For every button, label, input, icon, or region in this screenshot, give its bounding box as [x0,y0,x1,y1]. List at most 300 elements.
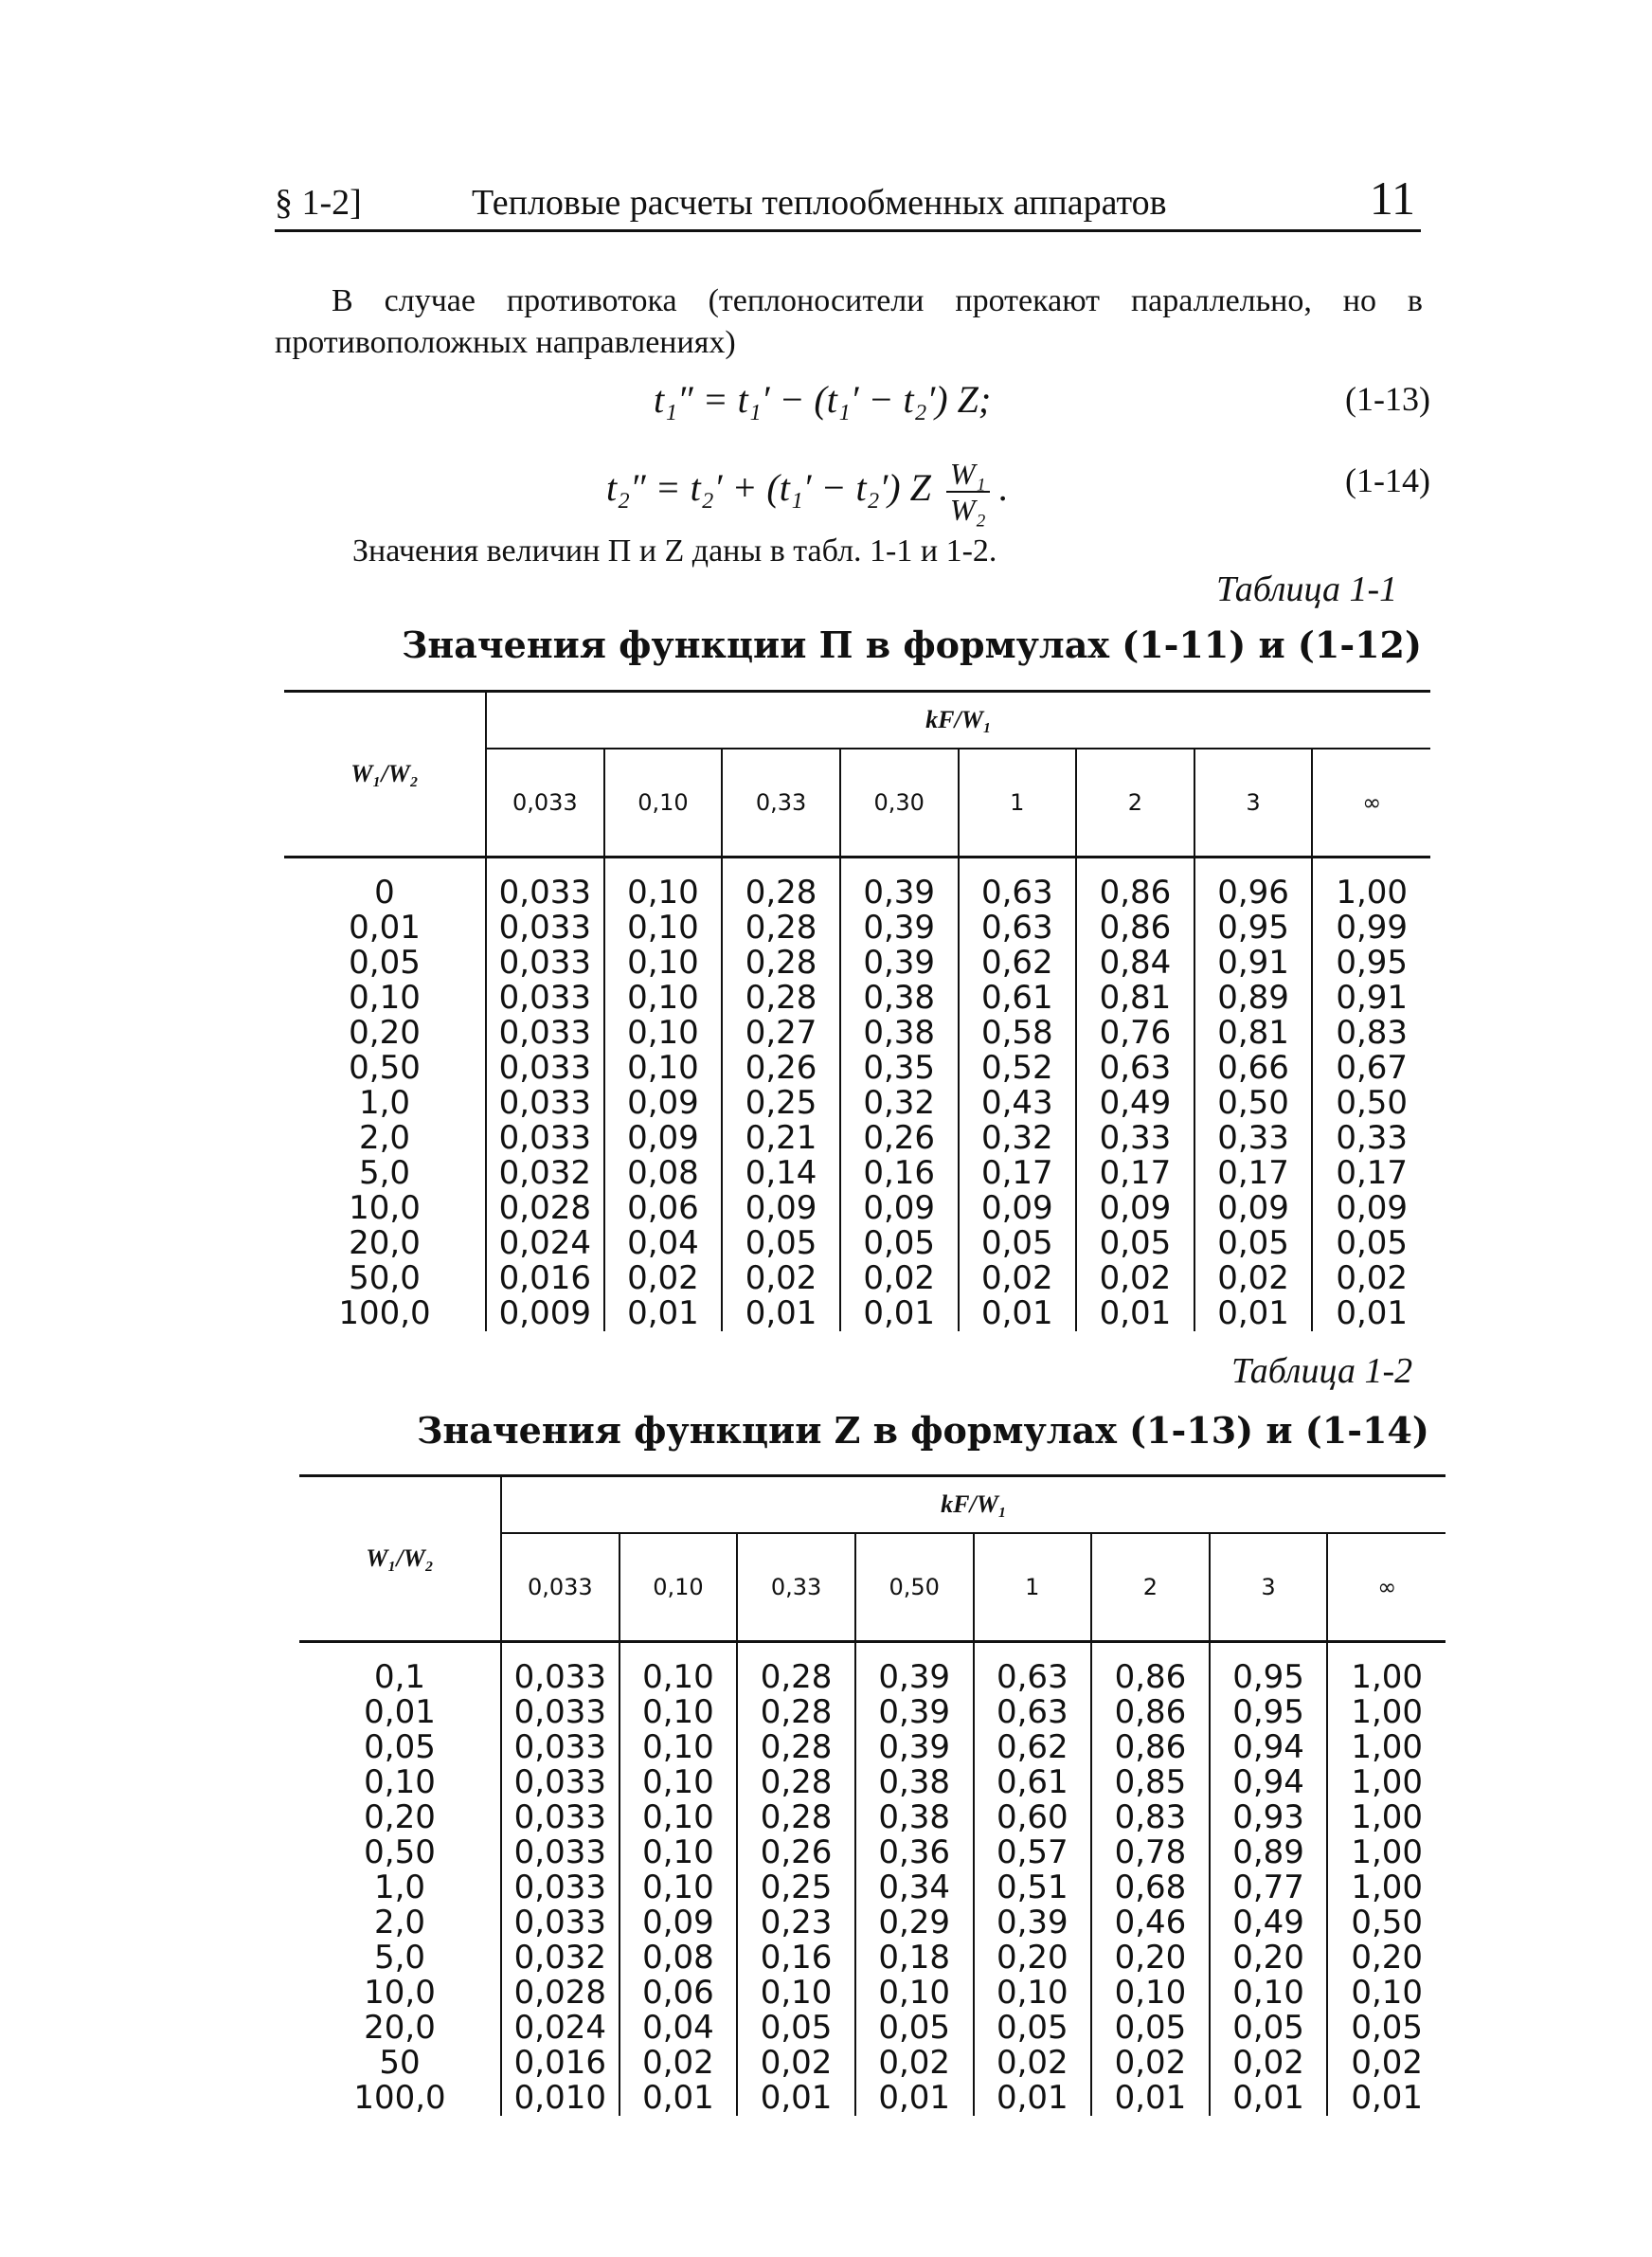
table-cell: 0,33 [1076,1121,1194,1156]
column-header: 0,33 [737,1533,855,1642]
table-row [284,1086,1430,1121]
table-cell: 0,02 [604,1261,723,1296]
table-cell: 0,20 [1351,1939,1424,1977]
table-2 [299,1474,1446,2116]
table-cell: 0,25 [722,1086,840,1121]
table-2-title: Значения функции Z в формулах (1-13) и (1-14) [417,1409,1429,1452]
row-label: 5,0 [299,1941,501,1976]
table-cell: 0,05 [959,1226,1077,1261]
column-header: 1 [974,1533,1092,1642]
table-cell: 0,02 [1210,2046,1328,2081]
table-cell: 0,63 [974,1695,1092,1730]
table-cell: 0,05 [974,2011,1092,2046]
table-cell: 0,39 [840,946,959,981]
fraction-numerator: W₁ [946,457,990,493]
table-cell: 0,18 [855,1941,974,1976]
table-cell: 0,28 [722,981,840,1016]
table-cell: 0,57 [974,1835,1092,1870]
table-cell: 0,10 [604,858,723,912]
table-cell: 0,95 [1336,944,1409,982]
table-cell: 0,033 [501,1695,620,1730]
table-cell: 0,43 [959,1086,1077,1121]
table-cell: 0,58 [959,1016,1077,1051]
table-cell: 0,01 [722,1296,840,1331]
table-cell: 0,024 [501,2011,620,2046]
table-cell: 0,08 [620,1941,738,1976]
table-cell: 0,36 [855,1835,974,1870]
table-cell: 1,00 [1351,1833,1424,1871]
table-cell: 0,01 [840,1296,959,1331]
table-cell: 0,96 [1194,858,1313,912]
row-label: 0,10 [299,1765,501,1800]
table-cell: 0,89 [1194,981,1313,1016]
table-row [299,1905,1446,1941]
table-cell: 0,28 [737,1695,855,1730]
table-cell: 0,09 [959,1191,1077,1226]
table-cell: 0,02 [1336,1259,1409,1297]
row-label: 5,0 [284,1156,486,1191]
table-cell: 0,033 [486,1051,604,1086]
table-cell: 0,09 [1194,1191,1313,1226]
table-cell: 0,09 [1336,1189,1409,1227]
table-cell: 0,20 [1091,1941,1210,1976]
table-cell: 0,60 [974,1800,1092,1835]
table-cell: 0,28 [722,946,840,981]
table-cell: 0,29 [855,1905,974,1941]
row-label: 0,01 [299,1695,501,1730]
table-cell: 0,01 [974,2081,1092,2116]
table-cell: 0,81 [1194,1016,1313,1051]
table-cell: 0,76 [1076,1016,1194,1051]
column-header: ∞ [1312,749,1430,858]
table-cell: 0,02 [1076,1261,1194,1296]
table-cell: 0,20 [1210,1941,1328,1976]
table-cell: 0,01 [1091,2081,1210,2116]
table-cell: 0,28 [737,1765,855,1800]
table-cell: 0,28 [737,1642,855,1696]
table-cell: 0,033 [486,1086,604,1121]
table-cell: 0,033 [501,1835,620,1870]
table-row [284,1051,1430,1086]
table-cell: 0,86 [1091,1642,1210,1696]
table-cell: 0,16 [737,1941,855,1976]
table-cell: 0,39 [855,1642,974,1696]
row-label: 1,0 [284,1086,486,1121]
table-cell: 0,17 [1336,1154,1409,1192]
column-header: 0,033 [486,749,604,858]
table-cell: 0,38 [855,1765,974,1800]
table-cell: 0,09 [620,1905,738,1941]
table-cell: 0,32 [959,1121,1077,1156]
table-cell: 0,009 [486,1296,604,1331]
table-cell: 0,05 [737,2011,855,2046]
table-cell: 0,91 [1194,946,1313,981]
table-cell: 0,39 [974,1905,1092,1941]
table-cell: 1,00 [1351,1693,1424,1731]
table-cell: 0,50 [1336,1084,1409,1122]
table-cell: 0,02 [1351,2044,1424,2082]
formula-1-13 [654,377,991,422]
table-cell: 0,024 [486,1226,604,1261]
table-cell: 0,35 [840,1051,959,1086]
table-cell: 0,28 [722,858,840,912]
table-cell: 0,86 [1091,1730,1210,1765]
table-cell: 0,01 [1210,2081,1328,2116]
table-row [284,1261,1430,1296]
table-cell: 0,10 [737,1976,855,2011]
table-cell: 0,01 [1351,2079,1424,2117]
table-row [284,858,1430,912]
header-title: Тепловые расчеты теплообменных аппаратов [472,183,1167,223]
row-header: W₁/W₂ [284,692,486,858]
table-cell: 0,26 [840,1121,959,1156]
column-header: 0,33 [722,749,840,858]
table-cell: 0,95 [1194,911,1313,946]
table-cell: 0,10 [620,1870,738,1905]
column-header: 2 [1091,1533,1210,1642]
table-row [299,1800,1446,1835]
table-cell: 0,033 [501,1765,620,1800]
table-cell: 1,00 [1351,1728,1424,1766]
table-cell: 0,05 [840,1226,959,1261]
table-cell: 0,38 [840,1016,959,1051]
group-header: kF/W₁ [486,692,1430,749]
table-cell: 0,05 [722,1226,840,1261]
row-label: 2,0 [299,1905,501,1941]
table-cell: 0,10 [604,981,723,1016]
table-cell: 0,81 [1076,981,1194,1016]
table-cell: 0,83 [1091,1800,1210,1835]
row-label: 50 [299,2046,501,2081]
equation-number-1-14: (1-14) [1345,461,1430,499]
table-cell: 0,10 [620,1695,738,1730]
table-cell: 0,33 [1336,1119,1409,1157]
table-cell: 0,033 [501,1905,620,1941]
table-cell: 0,52 [959,1051,1077,1086]
table-cell: 0,28 [737,1800,855,1835]
table-row [284,1226,1430,1261]
column-header: 1 [959,749,1077,858]
table-cell: 0,02 [974,2046,1092,2081]
table-cell: 0,27 [722,1016,840,1051]
table-cell: 0,08 [604,1156,723,1191]
fraction-denominator: W₂ [949,493,986,527]
column-header: ∞ [1327,1533,1446,1642]
table-cell: 0,14 [722,1156,840,1191]
table-cell: 0,016 [486,1261,604,1296]
table-cell: 0,016 [501,2046,620,2081]
table-1-title: Значения функции П в формулах (1-11) и (1-12) [402,623,1422,666]
table-cell: 0,86 [1076,911,1194,946]
table-cell: 0,02 [1194,1261,1313,1296]
table-cell: 0,46 [1091,1905,1210,1941]
table-cell: 0,01 [620,2081,738,2116]
table-cell: 0,032 [501,1941,620,1976]
table-cell: 0,38 [840,981,959,1016]
column-header: 0,50 [855,1533,974,1642]
table-cell: 0,05 [1076,1226,1194,1261]
table-cell: 0,10 [620,1642,738,1696]
table-cell: 0,06 [604,1191,723,1226]
table-row [299,1695,1446,1730]
table-cell: 1,00 [1336,874,1409,912]
table-cell: 0,49 [1210,1905,1328,1941]
table-cell: 0,17 [1194,1156,1313,1191]
table-cell: 0,02 [620,2046,738,2081]
table-cell: 0,10 [974,1976,1092,2011]
table-cell: 0,34 [855,1870,974,1905]
table-cell: 0,63 [959,858,1077,912]
column-header: 3 [1210,1533,1328,1642]
row-label: 100,0 [299,2081,501,2116]
table-cell: 0,63 [959,911,1077,946]
table-cell: 0,028 [501,1976,620,2011]
table-cell: 0,01 [1076,1296,1194,1331]
table-cell: 0,05 [1351,2009,1424,2047]
equation-number-1-13: (1-13) [1345,380,1430,418]
column-header: 0,10 [604,749,723,858]
values-paragraph: Значения величин П и Z даны в табл. 1-1 и 1-2. [352,533,997,569]
group-header: kF/W₁ [501,1476,1446,1534]
table-cell: 0,63 [974,1642,1092,1696]
table-cell: 0,02 [855,2046,974,2081]
table-cell: 0,50 [1194,1086,1313,1121]
table-row [284,946,1430,981]
formula-1-13-body: t₁″ = t₁′ − (t₁′ − t₂′) Z; [654,378,992,421]
table-cell: 0,63 [1076,1051,1194,1086]
table-cell: 0,39 [855,1730,974,1765]
table-cell: 0,89 [1210,1835,1328,1870]
table-cell: 0,28 [737,1730,855,1765]
table-cell: 0,028 [486,1191,604,1226]
table-cell: 0,10 [604,946,723,981]
row-label: 0,05 [284,946,486,981]
formula-1-14 [606,457,1009,527]
table-row [299,2081,1446,2116]
table-row [299,1765,1446,1800]
table-cell: 0,06 [620,1976,738,2011]
table-row [284,1016,1430,1051]
table-cell: 0,62 [974,1730,1092,1765]
table-cell: 0,20 [974,1941,1092,1976]
row-label: 0,20 [284,1016,486,1051]
column-header: 0,033 [501,1533,620,1642]
table-1-label: Таблица 1-1 [1216,569,1398,609]
table-cell: 0,01 [1194,1296,1313,1331]
table-cell: 0,09 [604,1086,723,1121]
table-cell: 0,02 [840,1261,959,1296]
formula-1-14-tail: . [998,466,1009,510]
table-cell: 0,05 [1210,2011,1328,2046]
table-cell: 0,01 [604,1296,723,1331]
row-label: 0,1 [299,1642,501,1696]
table-cell: 0,01 [1336,1294,1409,1332]
table-cell: 0,10 [604,1051,723,1086]
table-cell: 0,21 [722,1121,840,1156]
table-cell: 0,10 [1091,1976,1210,2011]
table-cell: 0,85 [1091,1765,1210,1800]
table-cell: 0,032 [486,1156,604,1191]
table-row [284,1121,1430,1156]
table-cell: 0,02 [737,2046,855,2081]
table-row [299,1642,1446,1696]
table-row [299,1870,1446,1905]
table-cell: 0,93 [1210,1800,1328,1835]
column-header: 0,30 [840,749,959,858]
table-2-label: Таблица 1-2 [1231,1351,1413,1391]
row-label: 50,0 [284,1261,486,1296]
running-header [275,169,1421,232]
table-cell: 0,033 [486,1016,604,1051]
table-cell: 0,02 [722,1261,840,1296]
table-cell: 0,033 [501,1730,620,1765]
table-cell: 0,78 [1091,1835,1210,1870]
table-cell: 0,04 [620,2011,738,2046]
table-cell: 0,10 [620,1765,738,1800]
formula-1-14-fraction [946,457,990,527]
table-cell: 0,033 [486,858,604,912]
table-cell: 1,00 [1351,1869,1424,1906]
table-cell: 0,26 [722,1051,840,1086]
table-cell: 0,68 [1091,1870,1210,1905]
table-row [299,2011,1446,2046]
table-cell: 0,04 [604,1226,723,1261]
table-cell: 0,033 [501,1642,620,1696]
table-cell: 0,50 [1351,1904,1424,1941]
table-cell: 0,010 [501,2081,620,2116]
table-cell: 0,51 [974,1870,1092,1905]
table-cell: 0,23 [737,1905,855,1941]
table-cell: 0,94 [1210,1765,1328,1800]
table-cell: 1,00 [1351,1798,1424,1836]
row-label: 100,0 [284,1296,486,1331]
table-cell: 0,25 [737,1870,855,1905]
table-cell: 0,09 [840,1191,959,1226]
row-label: 0,20 [299,1800,501,1835]
page-number: 11 [1369,172,1415,225]
table-cell: 0,67 [1336,1049,1409,1087]
table-cell: 0,10 [620,1800,738,1835]
row-label: 10,0 [299,1976,501,2011]
table-row [299,1835,1446,1870]
table-cell: 0,10 [620,1835,738,1870]
table-cell: 0,28 [722,911,840,946]
table-cell: 0,17 [1076,1156,1194,1191]
table-cell: 0,86 [1091,1695,1210,1730]
table-cell: 0,77 [1210,1870,1328,1905]
table-cell: 0,61 [974,1765,1092,1800]
table-cell: 0,01 [737,2081,855,2116]
table-cell: 0,95 [1210,1695,1328,1730]
table-cell: 0,05 [1336,1224,1409,1262]
table-cell: 0,01 [855,2081,974,2116]
table-cell: 0,09 [604,1121,723,1156]
table-row [299,1941,1446,1976]
table-row [284,981,1430,1016]
column-header: 3 [1194,749,1313,858]
table-cell: 0,26 [737,1835,855,1870]
table-cell: 1,00 [1351,1763,1424,1801]
table-cell: 0,02 [959,1261,1077,1296]
table-cell: 0,84 [1076,946,1194,981]
table-cell: 0,033 [486,981,604,1016]
row-label: 0,50 [284,1051,486,1086]
table-cell: 0,10 [620,1730,738,1765]
row-header: W₁/W₂ [299,1476,501,1642]
table-cell: 0,01 [959,1296,1077,1331]
table-1 [284,690,1430,1331]
row-label: 0 [284,858,486,912]
table-cell: 0,39 [840,911,959,946]
row-label: 2,0 [284,1121,486,1156]
table-cell: 1,00 [1351,1658,1424,1696]
table-cell: 0,32 [840,1086,959,1121]
table-cell: 0,99 [1336,909,1409,947]
table-cell: 0,86 [1076,858,1194,912]
table-row [284,1191,1430,1226]
table-row [284,1296,1430,1331]
section-number: § 1-2] [275,183,362,223]
table-cell: 0,39 [840,858,959,912]
table-cell: 0,05 [855,2011,974,2046]
table-row [299,1730,1446,1765]
table-cell: 0,05 [1091,2011,1210,2046]
table-cell: 0,10 [1210,1976,1328,2011]
table-cell: 0,38 [855,1800,974,1835]
table-cell: 0,62 [959,946,1077,981]
table-cell: 0,83 [1336,1014,1409,1052]
table-row [299,2046,1446,2081]
row-label: 0,50 [299,1835,501,1870]
table-cell: 0,033 [486,946,604,981]
intro-paragraph: В случае противотока (теплоносители протекают параллельно, но в противоположных направлениях) [275,283,1423,360]
table-cell: 0,91 [1336,979,1409,1017]
column-header: 0,10 [620,1533,738,1642]
table-row [299,1976,1446,2011]
table-row [284,1156,1430,1191]
table-row [284,911,1430,946]
table-cell: 0,10 [1351,1974,1424,2012]
table-cell: 0,39 [855,1695,974,1730]
formula-1-14-body: t₂″ = t₂′ + (t₁′ − t₂′) Z [606,466,931,510]
table-cell: 0,09 [722,1191,840,1226]
table-cell: 0,16 [840,1156,959,1191]
table-cell: 0,05 [1194,1226,1313,1261]
row-label: 10,0 [284,1191,486,1226]
table-cell: 0,033 [501,1800,620,1835]
table-cell: 0,49 [1076,1086,1194,1121]
column-header: 2 [1076,749,1194,858]
table-cell: 0,02 [1091,2046,1210,2081]
table-cell: 0,09 [1076,1191,1194,1226]
table-cell: 0,033 [486,1121,604,1156]
row-label: 0,10 [284,981,486,1016]
table-cell: 0,033 [501,1870,620,1905]
row-label: 1,0 [299,1870,501,1905]
row-label: 0,01 [284,911,486,946]
table-cell: 0,10 [604,1016,723,1051]
table-cell: 0,033 [486,911,604,946]
table-cell: 0,95 [1210,1642,1328,1696]
row-label: 20,0 [284,1226,486,1261]
table-cell: 0,94 [1210,1730,1328,1765]
table-cell: 0,66 [1194,1051,1313,1086]
table-cell: 0,10 [855,1976,974,2011]
row-label: 0,05 [299,1730,501,1765]
row-label: 20,0 [299,2011,501,2046]
table-cell: 0,17 [959,1156,1077,1191]
table-cell: 0,61 [959,981,1077,1016]
